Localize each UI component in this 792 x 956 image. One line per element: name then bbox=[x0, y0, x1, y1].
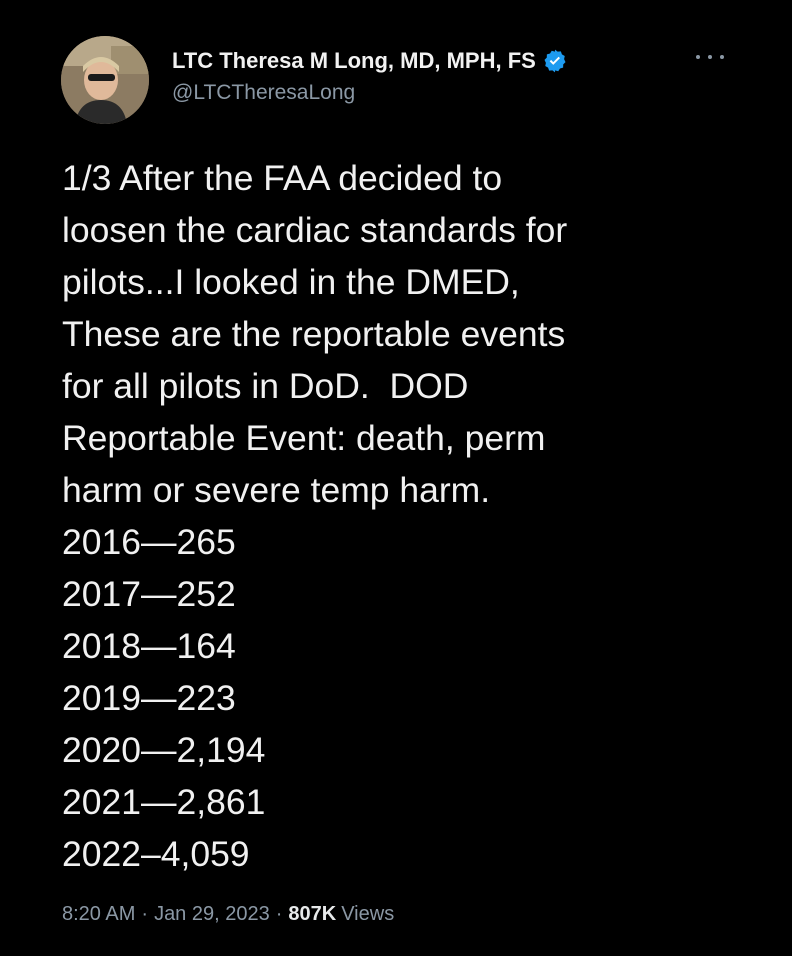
meta-separator: · bbox=[141, 903, 149, 925]
name-row bbox=[172, 44, 652, 78]
more-dot bbox=[720, 55, 724, 59]
tweet-line: for all pilots in DoD. DOD bbox=[62, 366, 469, 406]
tweet-line-year-count: 2021—2,861 bbox=[62, 782, 266, 822]
verified-badge-icon bbox=[542, 48, 568, 74]
tweet-line: These are the reportable events bbox=[62, 314, 566, 354]
tweet-text bbox=[62, 152, 762, 880]
author-block bbox=[172, 44, 652, 105]
tweet-line-year-count: 2017—252 bbox=[62, 574, 236, 614]
tweet-line: loosen the cardiac standards for bbox=[62, 210, 568, 250]
tweet-line-year-count: 2022–4,059 bbox=[62, 834, 250, 874]
more-dot bbox=[696, 55, 700, 59]
views-count[interactable]: 807K bbox=[288, 903, 337, 925]
tweet-line: pilots...I looked in the DMED, bbox=[62, 262, 520, 302]
meta-separator: · bbox=[275, 903, 283, 925]
tweet-line: 1/3 After the FAA decided to bbox=[62, 158, 503, 198]
tweet-meta bbox=[62, 903, 394, 926]
avatar-image bbox=[61, 36, 149, 124]
author-display-name[interactable]: LTC Theresa M Long, MD, MPH, FS bbox=[172, 48, 536, 73]
tweet-line-year-count: 2016—265 bbox=[62, 522, 236, 562]
tweet-line-year-count: 2018—164 bbox=[62, 626, 236, 666]
tweet-line: harm or severe temp harm. bbox=[62, 470, 491, 510]
tweet-time[interactable]: 8:20 AM bbox=[62, 903, 136, 925]
tweet-line: Reportable Event: death, perm bbox=[62, 418, 546, 458]
more-options-icon[interactable] bbox=[696, 51, 724, 63]
tweet-line-year-count: 2020—2,194 bbox=[62, 730, 266, 770]
author-handle[interactable]: @LTCTheresaLong bbox=[172, 81, 356, 104]
tweet-line-year-count: 2019—223 bbox=[62, 678, 236, 718]
avatar[interactable] bbox=[61, 36, 149, 124]
tweet-date[interactable]: Jan 29, 2023 bbox=[154, 903, 270, 925]
views-label: Views bbox=[341, 903, 395, 925]
more-dot bbox=[708, 55, 712, 59]
